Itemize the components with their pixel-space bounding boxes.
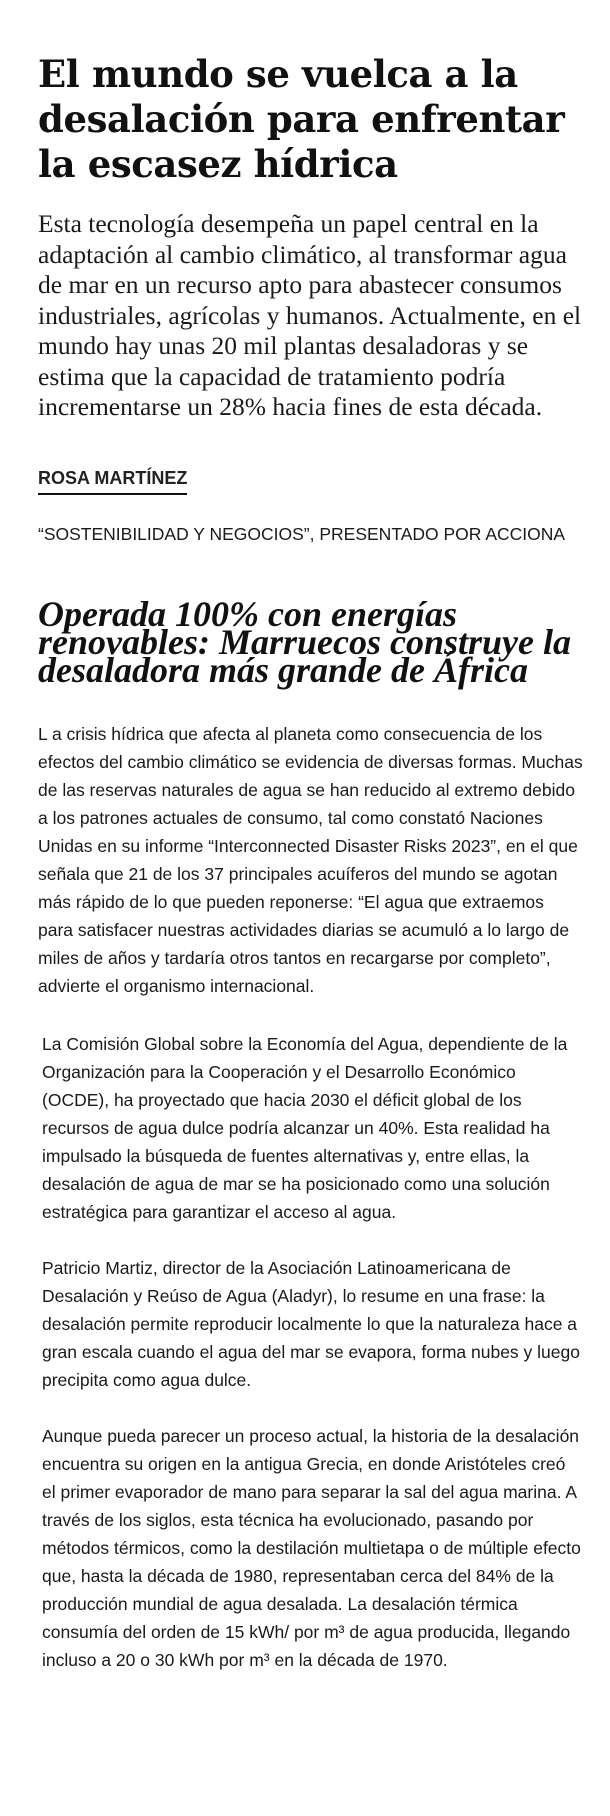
article-headline: El mundo se vuelca a la desalación para enfrentar la escasez hídrica xyxy=(38,52,565,186)
article xyxy=(38,0,583,1674)
body-paragraph-3: Patricio Martiz, director de la Asociación Latinoamericana de Desalación y Reúso de Agua (Aladyr), lo resume en una frase: la desalación permite reproducir localmente lo que la naturaleza hace a gran escala cuando el agua del mar se evapora, forma nubes y luego precipita como agua dulce. xyxy=(42,1257,580,1390)
body-paragraph-4: Aunque pueda parecer un proceso actual, la historia de la desalación encuentra su origen en la antigua Grecia, en donde Aristóteles creó el primer evaporador de mano para separar la sal del agua marina. A través de los siglos, esta técnica ha evolucionado, pasando por métodos térmicos, como la destilación multietapa o de múltiple efecto que, hasta la década de 1980, representaban cerca del 84% de la producción mundial de agua desalada. La desalación térmica consumía del orden de 15 kWh/ por m³ de agua producida, llegando incluso a 20 o 30 kWh por m³ en la década de 1970. xyxy=(42,1425,581,1670)
body-paragraph-2: La Comisión Global sobre la Economía del Agua, dependiente de la Organización para la Cooperación y el Desarrollo Económico (OCDE), ha proyectado que hacia 2030 el déficit global de los recursos de agua dulce podría alcanzar un 40%. Esta realidad ha impulsado la búsqueda de fuentes alternativas y, entre ellas, la desalación de agua de mar se ha posicionado como una solución estratégica para garantizar el acceso al agua. xyxy=(42,1033,568,1222)
related-article-link[interactable]: Operada 100% con energías renovables: Marruecos construye la desaladora más grande de África xyxy=(38,593,571,690)
author-link[interactable]: ROSA MARTÍNEZ xyxy=(38,467,187,495)
sponsor-label: “SOSTENIBILIDAD Y NEGOCIOS”, PRESENTADO POR ACCIONA xyxy=(38,523,566,544)
article-subtitle: Esta tecnología desempeña un papel central en la adaptación al cambio climático, al transformar agua de mar en un recurso apto para abastecer consumos industriales, agrícolas y humanos. Actualmente, en el mundo hay unas 20 mil plantas desaladoras y se estima que la capacidad de tratamiento podría incrementarse un 28% hacia fines de esta década. xyxy=(38,209,582,421)
body-paragraph-1: L a crisis hídrica que afecta al planeta como consecuencia de los efectos del cambio climático se evidencia de diversas formas. Muchas de las reservas naturales de agua se han reducido al extremo debido a los patrones actuales de consumo, tal como constató Naciones Unidas en su informe “Interconnected Disaster Risks 2023”, en el que señala que 21 de los 37 principales acuíferos del mundo se agotan más rápido de lo que pueden reponerse: “El agua que extraemos para satisfacer nuestras actividades diarias se acumuló a lo largo de miles de años y tardaría otros tantos en recargarse por completo”, advierte el organismo internacional. xyxy=(38,723,583,996)
